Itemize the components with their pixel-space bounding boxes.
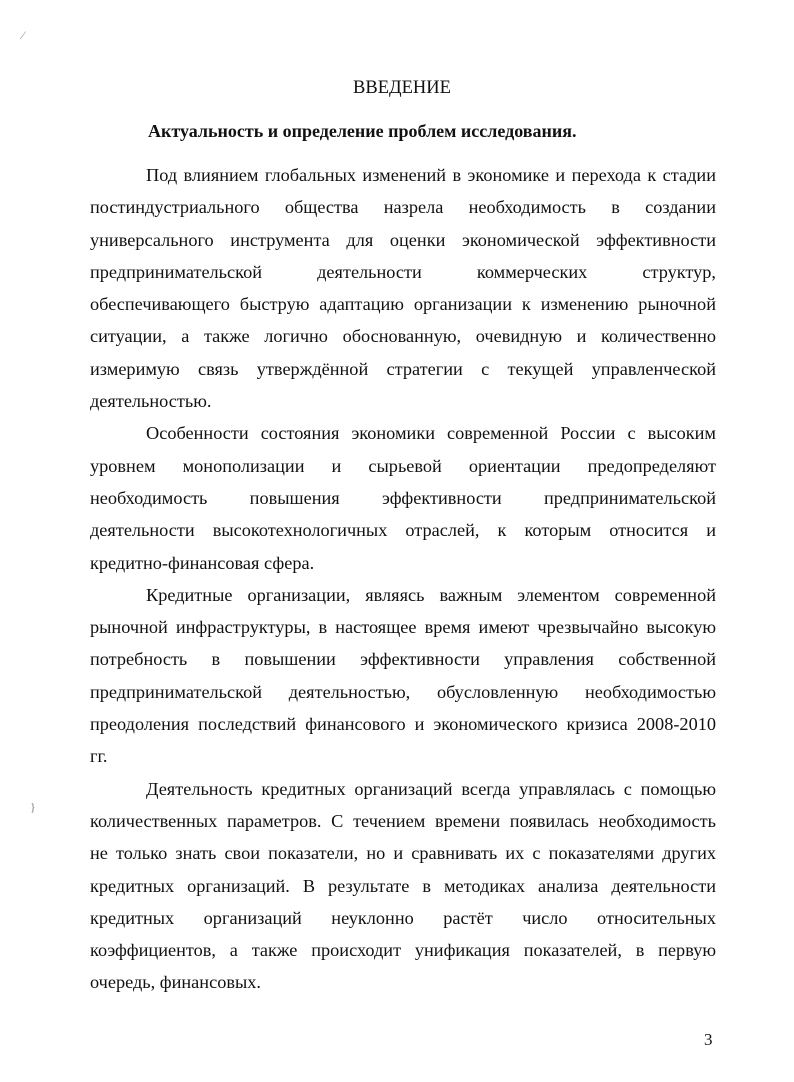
text-line: Особенности состояния экономики современной России с высоким <box>146 423 716 444</box>
text-line: преодоления последствий финансового и экономического кризиса 2008-2010 <box>90 714 716 735</box>
text-line: кредитных организаций. В результате в методиках анализа деятельности <box>90 875 716 896</box>
text-line: количественных параметров. С течением времени появилась необходимость <box>90 810 716 831</box>
text-line: деятельностью. <box>90 391 212 412</box>
paragraph <box>90 579 716 773</box>
text-line: рыночной инфраструктуры, в настоящее время имеют чрезвычайно высокую <box>90 617 716 638</box>
scan-mark: } <box>30 800 36 814</box>
section-heading: Актуальность и определение проблем исследования. <box>148 121 577 141</box>
text-line: деятельности высокотехнологичных отраслей, к которым относится и <box>90 520 716 541</box>
paragraph <box>90 159 716 417</box>
text-line: очередь, финансовых. <box>90 972 261 993</box>
text-line: постиндустриального общества назрела необходимость в создании <box>90 197 716 218</box>
text-line: гг. <box>90 746 108 767</box>
text-line: предпринимательской деятельностью, обусловленную необходимостью <box>90 681 716 702</box>
text-line: коэффициентов, а также происходит унификация показателей, в первую <box>90 940 716 961</box>
text-line: не только знать свои показатели, но и сравнивать их с показателями других <box>90 843 716 864</box>
text-line: обеспечивающего быструю адаптацию организации к изменению рыночной <box>90 294 716 315</box>
scan-mark: ⁄ <box>22 28 25 42</box>
text-line: необходимость повышения эффективности предпринимательской <box>90 487 716 508</box>
paragraph <box>90 773 716 999</box>
paragraph <box>90 417 716 578</box>
document-body <box>90 159 716 999</box>
text-line: кредитно-финансовая сфера. <box>90 552 315 573</box>
page-number: 3 <box>704 1030 713 1049</box>
text-line: Под влиянием глобальных изменений в экономике и перехода к стадии <box>146 165 716 185</box>
text-line: предпринимательской деятельности коммерческих структур, <box>90 261 716 282</box>
text-line: кредитных организаций неуклонно растёт число относительных <box>90 907 716 928</box>
text-line: потребность в повышении эффективности управления собственной <box>90 649 716 670</box>
text-line: Кредитные организации, являясь важным элементом современной <box>146 584 716 605</box>
text-line: уровнем монополизации и сырьевой ориентации предопределяют <box>90 455 716 476</box>
text-line: измеримую связь утверждённой стратегии с текущей управленческой <box>90 358 716 379</box>
text-line: универсального инструмента для оценки экономической эффективности <box>90 229 716 250</box>
text-line: Деятельность кредитных организаций всегда управлялась с помощью <box>146 778 716 799</box>
page-title: ВВЕДЕНИЕ <box>353 78 451 98</box>
text-line: ситуации, а также логично обоснованную, очевидную и количественно <box>90 326 716 347</box>
